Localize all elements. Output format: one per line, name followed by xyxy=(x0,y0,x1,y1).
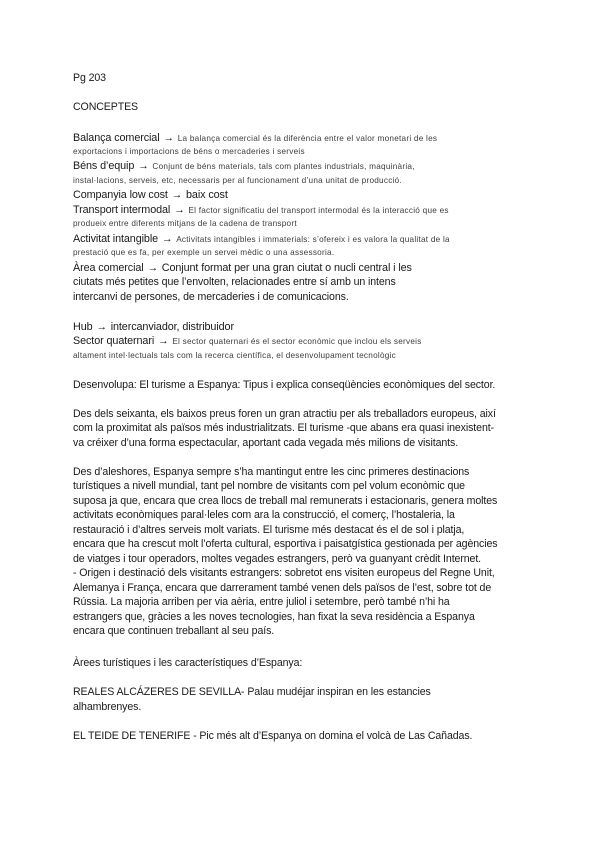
concept-definition: Conjunt format per una gran ciutat o nucli central i les xyxy=(161,262,412,274)
arrow-icon: → xyxy=(138,160,149,172)
paragraph-2-line: - Origen i destinació dels visitants estrangers: sobretot ens visiten europeus del Regne Unit, xyxy=(73,567,495,579)
concept-term: Béns d’equip xyxy=(73,160,135,172)
arrow-icon: → xyxy=(147,262,158,274)
arrow-icon: → xyxy=(163,132,174,144)
area-item-reales: REALES ALCÁZERES DE SEVILLA- Palau mudéjar inspiran en les estancies xyxy=(73,686,431,698)
concept-balanca xyxy=(73,131,437,146)
paragraph-2-line: encara que continuen treballant al seu país. xyxy=(73,625,275,637)
arrow-icon: → xyxy=(174,204,185,216)
concept-definition-continued: produeix entre diferents mitjans de la cadena de transport xyxy=(73,219,297,228)
concept-low-cost xyxy=(73,188,228,202)
concept-intangible xyxy=(73,232,450,247)
concept-bens xyxy=(73,159,415,174)
paragraph-2-line: Alemanya i França, encara que darrerament també venen dels països de l’est, sobre tot de xyxy=(73,582,492,594)
concept-definition: El sector quaternari és el sector econòmic que inclou els serveis xyxy=(172,337,422,346)
concept-definition-continued: prestació que es fa, per exemple un servei mèdic o una assessoria. xyxy=(73,248,335,257)
concept-definition-continued: intercanvi de persones, de mercaderies i de comunicacions. xyxy=(73,291,349,303)
paragraph-2-line: de viatges i tour operadors, moltes vegades estrangers, però va guanyant crèdit Internet. xyxy=(73,553,482,565)
concept-definition: intercanviador, distribuidor xyxy=(110,321,234,333)
concept-term: Transport intermodal xyxy=(73,204,171,216)
concept-definition: Activitats intangibles i immaterials: s’ofereix i es valora la qualitat de la xyxy=(176,235,450,244)
arrow-icon: → xyxy=(96,321,107,333)
essay-prompt: Desenvolupa: El turisme a Espanya: Tipus i explica conseqüències econòmiques del sector. xyxy=(73,379,496,391)
concept-hub xyxy=(73,320,234,334)
concept-area xyxy=(73,261,412,275)
concept-definition-continued: altament intel·lectuals tals com la recerca científica, el desenvolupament tecnològic xyxy=(73,351,396,360)
area-item-reales-continued: alhambrenyes. xyxy=(73,701,142,713)
concept-term: Activitat intangible xyxy=(73,233,159,245)
page-label: Pg 203 xyxy=(73,72,106,84)
paragraph-2-line: encara que ha crescut molt l’oferta cultural, esportiva i paisatgística gestionada per agències xyxy=(73,538,498,550)
paragraph-2-line: estrangers que, gràcies a les noves tecnologies, han fixat la seva residència a Espanya xyxy=(73,611,475,623)
concept-definition: Conjunt de béns materials, tals com plantes industrials, maquinària, xyxy=(152,162,415,171)
paragraph-2-line: Rússia. La majoria arriben per via aèria, entre juliol i setembre, però també n’hi ha xyxy=(73,596,450,608)
concept-term: Hub xyxy=(73,321,93,333)
paragraph-2-line: suposa ja que, encara que crea llocs de treball mal remunerats i estacionaris, genera moltes xyxy=(73,495,498,507)
paragraph-1-line: Des dels seixanta, els baixos preus foren un gran atractiu per als treballadors europeus, així xyxy=(73,408,496,420)
concept-term: Sector quaternari xyxy=(73,335,155,347)
paragraph-2-line: activitats econòmiques paral·leles com ara la construcció, el comerç, l’hostaleria, la xyxy=(73,509,455,521)
paragraph-2-line: restauració i d’altres serveis molt variats. El turisme més destacat és el de sol i platja, xyxy=(73,524,465,536)
arrow-icon: → xyxy=(161,233,173,245)
concept-term: Companyia low cost xyxy=(73,189,168,201)
concept-definition-continued: instal·lacions, serveis, etc, necessaris per al funcionament d’una unitat de producció. xyxy=(73,176,402,185)
concept-definition: baix cost xyxy=(186,189,228,201)
concept-definition-continued: exportacions i importacions de béns o mercaderies i serveis xyxy=(73,147,305,156)
areas-heading: Àrees turístiques i les característiques d’Espanya: xyxy=(73,657,303,669)
concept-quaternari xyxy=(73,334,422,349)
concept-transport xyxy=(73,203,449,218)
concepts-heading: CONCEPTES xyxy=(73,101,139,113)
concept-term: Balança comercial xyxy=(73,132,160,144)
concept-definition: La balança comercial és la diferència entre el valor monetari de les xyxy=(177,134,438,143)
paragraph-2-line: turístiques a nivell mundial, tant pel nombre de visitants com pel volum econòmic que xyxy=(73,480,465,492)
concept-definition: El factor significatiu del transport intermodal és la interacció que es xyxy=(188,206,449,215)
arrow-icon: → xyxy=(171,189,183,201)
arrow-icon: → xyxy=(157,335,169,347)
concept-definition-continued: ciutats més petites que l’envolten, relacionades entre sí amb un intens xyxy=(73,276,396,288)
paragraph-2-line: Des d’aleshores, Espanya sempre s’ha mantingut entre les cinc primeres destinacions xyxy=(73,466,470,478)
area-item-teide: EL TEIDE DE TENERIFE - Pic més alt d’Espanya on domina el volcà de Las Cañadas. xyxy=(73,730,473,742)
paragraph-1-line: va créixer d’una forma espectacular, aportant cada vegada més milions de visitants. xyxy=(73,437,459,449)
concept-term: Àrea comercial xyxy=(73,262,144,274)
paragraph-1-line: com la proximitat als països més industrialitzats. El turisme -que abans era quasi inexistent- xyxy=(73,422,495,434)
